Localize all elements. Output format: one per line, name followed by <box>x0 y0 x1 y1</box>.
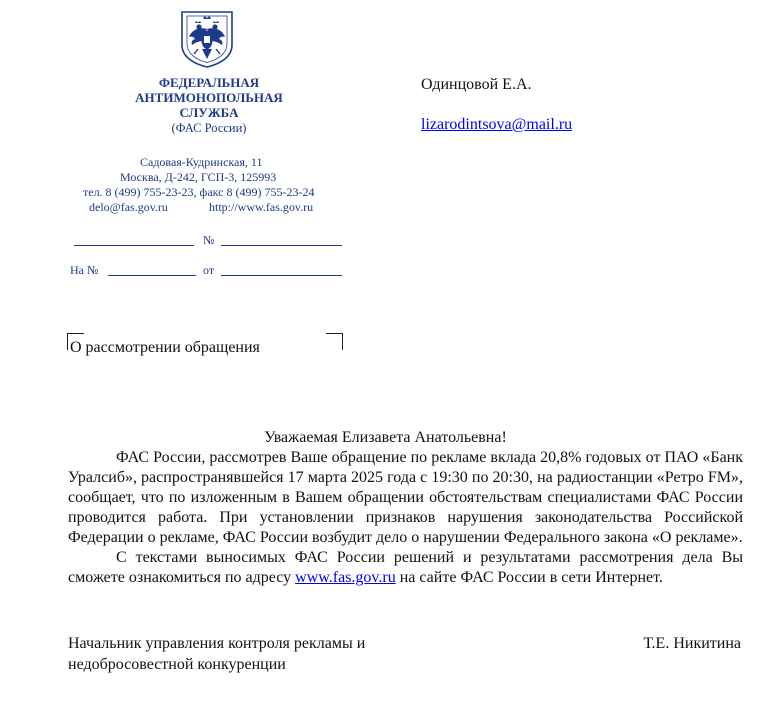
fas-website-link[interactable]: www.fas.gov.ru <box>295 569 396 586</box>
paragraph-2-text-start: С текстами выносимых ФАС России решений и результатами рассмотрения дела Вы сможете ознакомиться по адресу <box>68 549 743 586</box>
paragraph-2-text-end: на сайте ФАС России в сети Интернет. <box>395 569 663 586</box>
incoming-number-label: На № <box>70 263 99 277</box>
number-sign-label: № <box>203 233 215 247</box>
subject-corner-right-drop <box>326 335 343 349</box>
address-website: http://www.fas.gov.ru <box>209 200 314 214</box>
org-name-line2: АНТИМОНОПОЛЬНАЯ <box>135 90 283 105</box>
outgoing-date-line <box>221 245 342 246</box>
recipient-name: Одинцовой Е.А. <box>421 76 532 93</box>
org-name-line1: ФЕДЕРАЛЬНАЯ <box>158 75 260 90</box>
recipient-email-link[interactable]: lizarodintsova@mail.ru <box>421 116 573 133</box>
address-street: Садовая-Кудринская, 11 <box>140 155 263 169</box>
incoming-number-line <box>108 275 196 276</box>
outgoing-number-line <box>74 245 194 246</box>
incoming-from-label: от <box>203 263 215 277</box>
double-headed-eagle-emblem <box>178 9 236 69</box>
paragraph-2 <box>68 548 743 588</box>
signatory-position <box>68 633 365 675</box>
letter-body <box>68 448 743 588</box>
address-email: delo@fas.gov.ru <box>89 200 168 214</box>
incoming-date-line <box>221 275 342 276</box>
signatory-position-line1: Начальник управления контроля рекламы и <box>68 635 366 652</box>
signatory-name: Т.Е. Никитина <box>643 635 741 652</box>
paragraph-1: ФАС России, рассмотрев Ваше обращение по рекламе вклада 20,8% годовых от ПАО «Банк Уралсиб», распространявшейся 17 марта 2025 года с 19:30 по 20:30, на радиостанции «Ретро FM», сообщает, что по изложенным в Вашем обращении обстоятельствам специалистами ФАС России проводится работа. При установлении признаков нарушения законодательства Российской Федерации о рекламе, ФАС России возбудит дело о нарушении Федерального закона «О рекламе». <box>68 449 743 546</box>
greeting: Уважаемая Елизавета Анатольевна! <box>264 429 507 446</box>
signatory-position-line2: недобросовестной конкуренции <box>68 656 286 673</box>
subject-line: О рассмотрении обращения <box>70 339 260 356</box>
address-phones: тел. 8 (499) 755-23-23, факс 8 (499) 755-23-24 <box>83 185 315 199</box>
org-short-name: (ФАС России) <box>171 121 247 135</box>
address-city: Москва, Д-242, ГСП-3, 125993 <box>120 170 277 184</box>
org-name-line3: СЛУЖБА <box>179 105 239 120</box>
